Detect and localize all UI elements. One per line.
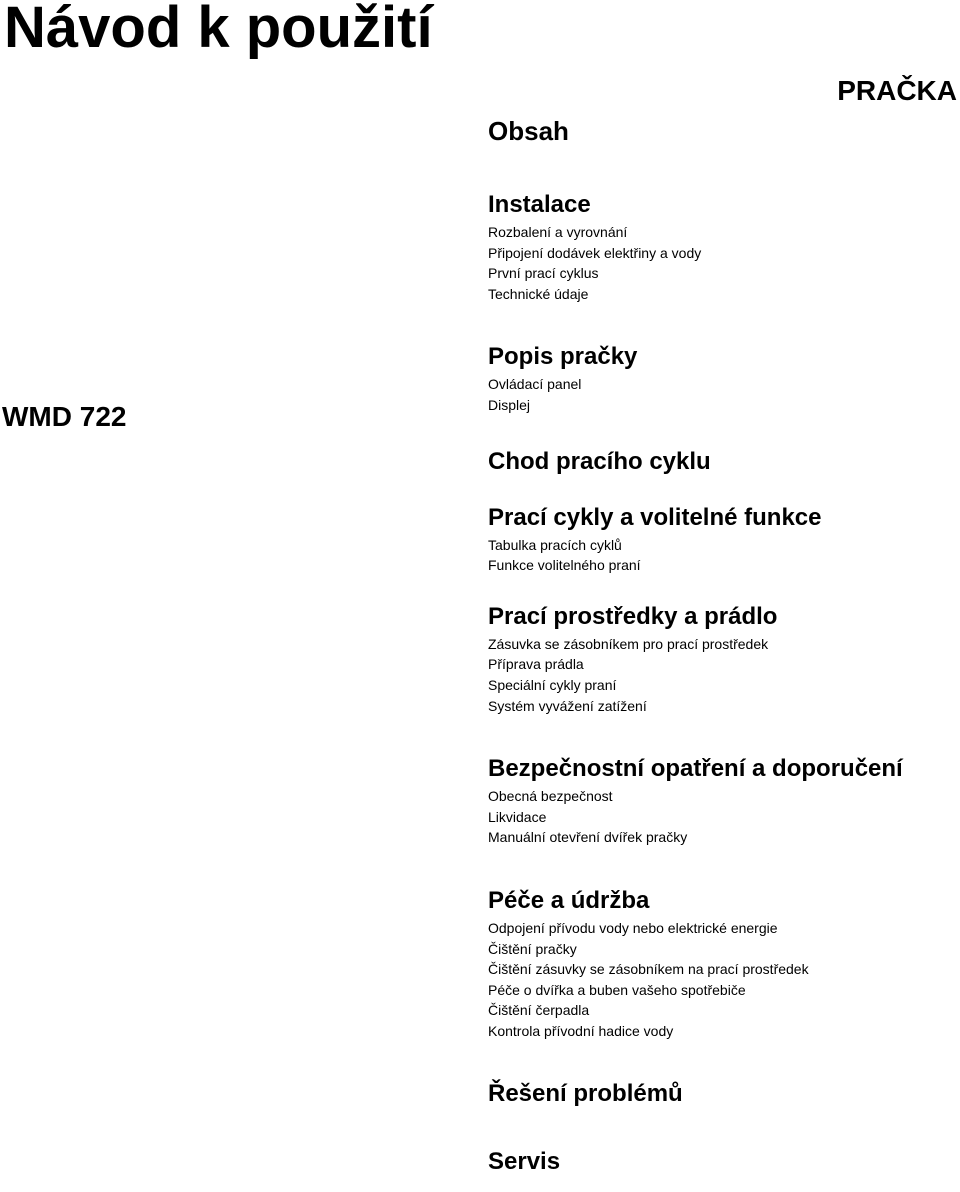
- toc-section-items: [488, 535, 956, 576]
- toc-section-service: [488, 1147, 956, 1177]
- toc-item: Systém vyvážení zatížení: [488, 697, 647, 714]
- toc-item: Speciální cykly praní: [488, 676, 617, 693]
- toc-section-title: Řešení problémů: [488, 1080, 683, 1108]
- toc-section-items: [488, 918, 956, 1042]
- document-title: Návod k použití: [4, 0, 433, 60]
- toc-item: Příprava prádla: [488, 656, 584, 673]
- toc-item: Čištění pračky: [488, 940, 577, 957]
- toc-item: Zásuvka se zásobníkem pro prací prostředek: [488, 635, 769, 652]
- toc-item: Ovládací panel: [488, 376, 582, 393]
- toc-section-items: [488, 222, 956, 304]
- toc-item: Čištění čerpadla: [488, 1002, 590, 1019]
- toc-item: Technické údaje: [488, 285, 589, 302]
- toc-section-title: Prací prostředky a prádlo: [488, 602, 778, 630]
- toc-item: Připojení dodávek elektřiny a vody: [488, 244, 702, 261]
- toc-item: První prací cyklus: [488, 265, 599, 282]
- toc-item: Obecná bezpečnost: [488, 788, 613, 805]
- toc-item: Tabulka pracích cyklů: [488, 536, 622, 553]
- toc-section-description: [488, 342, 956, 415]
- toc-item: Kontrola přívodní hadice vody: [488, 1022, 674, 1039]
- toc-section-troubleshooting: [488, 1079, 956, 1109]
- product-type: PRAČKA: [837, 75, 957, 106]
- toc-section-detergents: [488, 602, 956, 716]
- toc-section-title: Servis: [488, 1148, 561, 1176]
- toc-section-maintenance: [488, 886, 956, 1042]
- toc-section-programs: [488, 503, 956, 576]
- toc-section-items: [488, 634, 956, 716]
- toc-title: Obsah: [488, 116, 569, 146]
- toc-item: Čištění zásuvky se zásobníkem na prací prostředek: [488, 961, 809, 978]
- toc-section-items: [488, 786, 956, 848]
- toc-item: Likvidace: [488, 808, 547, 825]
- toc-item: Péče o dvířka a buben vašeho spotřebiče: [488, 981, 746, 998]
- toc-item: Odpojení přívodu vody nebo elektrické energie: [488, 919, 778, 936]
- toc-section-items: [488, 374, 956, 415]
- toc-section-title: Popis pračky: [488, 343, 638, 371]
- toc-section-wash-cycle: [488, 447, 956, 477]
- table-of-contents: [488, 114, 956, 1179]
- toc-section-title: Chod pracího cyklu: [488, 447, 711, 475]
- toc-section-installation: [488, 190, 956, 304]
- toc-item: Manuální otevření dvířek pračky: [488, 829, 688, 846]
- model-number: WMD 722: [2, 401, 127, 432]
- toc-section-safety: [488, 754, 956, 848]
- toc-section-title: Bezpečnostní opatření a doporučení: [488, 755, 903, 783]
- toc-section-title: Instalace: [488, 191, 591, 218]
- toc-item: Displej: [488, 396, 531, 413]
- toc-item: Rozbalení a vyrovnání: [488, 224, 628, 240]
- toc-item: Funkce volitelného praní: [488, 557, 641, 574]
- toc-section-title: Péče a údržba: [488, 886, 650, 914]
- toc-section-title: Prací cykly a volitelné funkce: [488, 503, 822, 531]
